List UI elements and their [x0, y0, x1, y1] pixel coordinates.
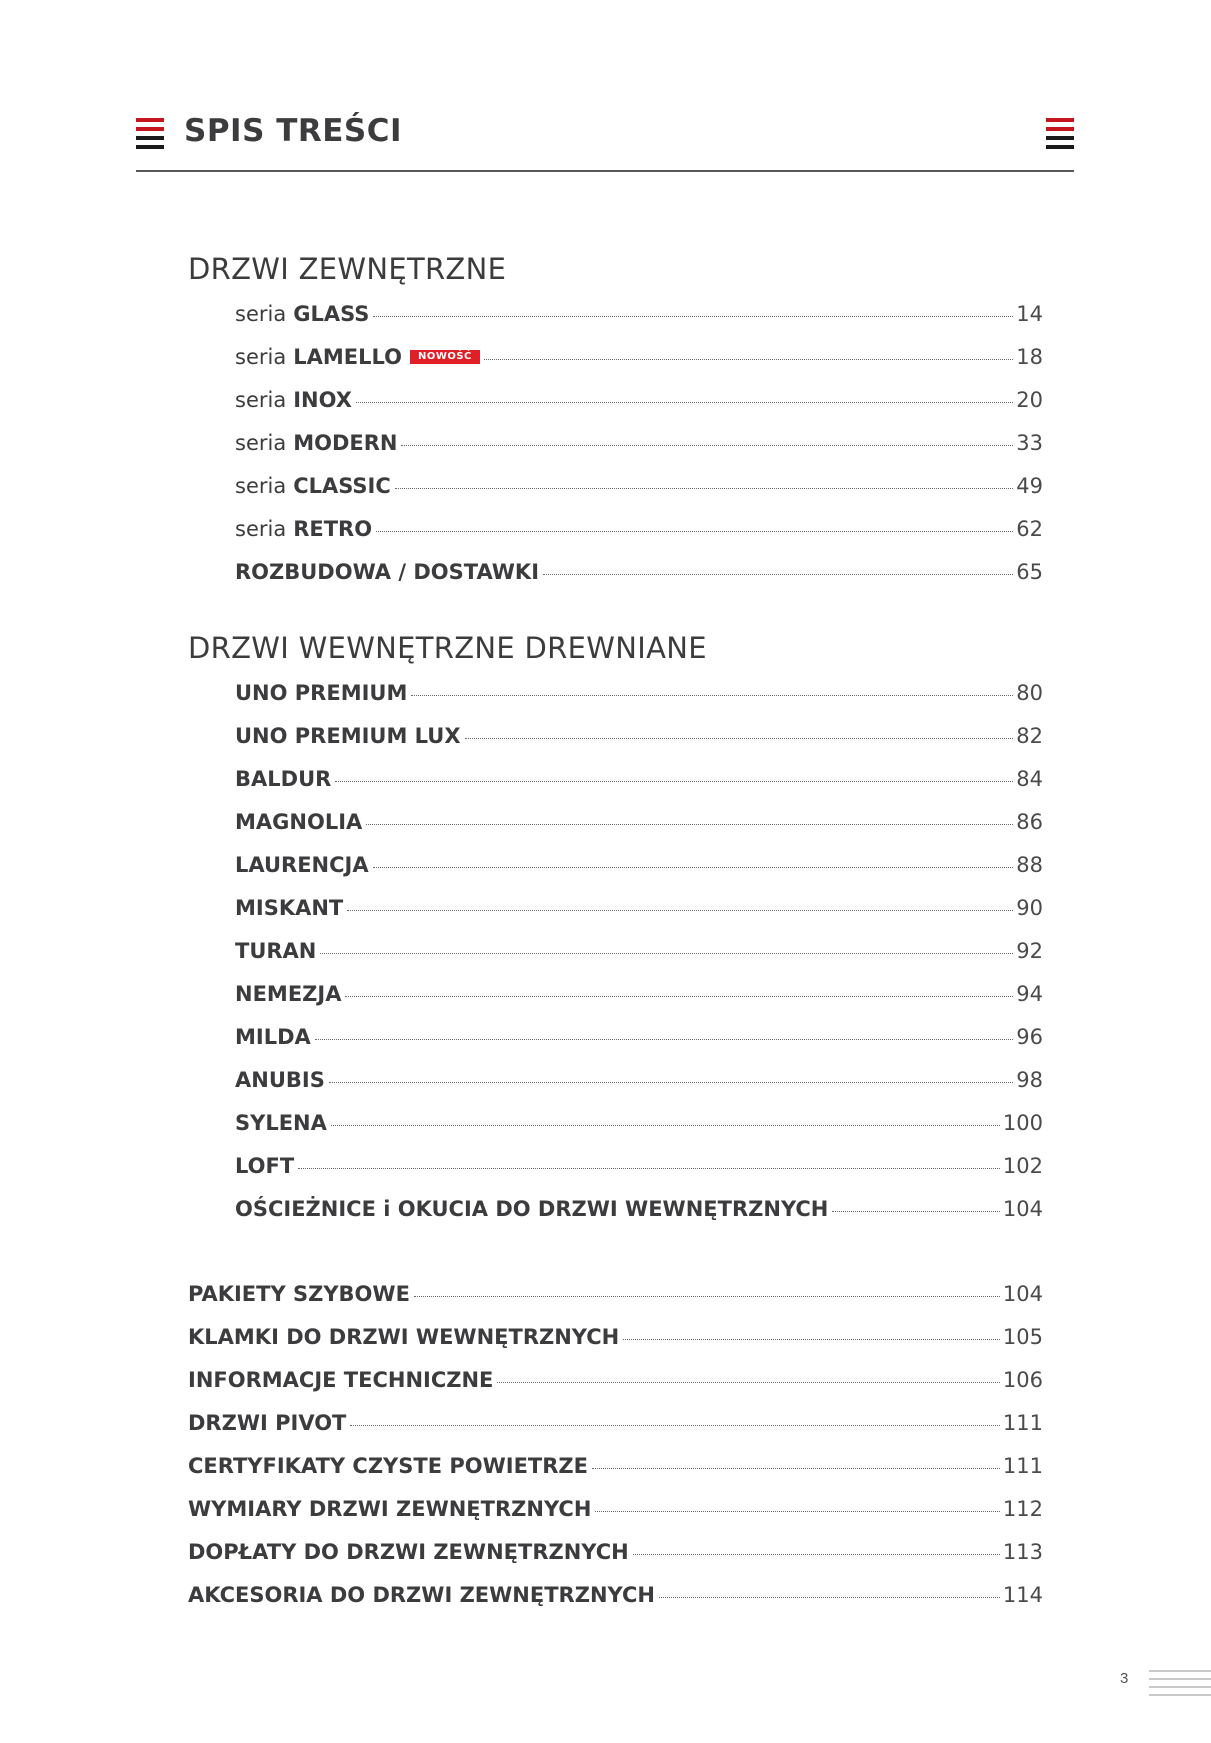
toc-entry-name: MISKANT: [235, 896, 344, 920]
toc-entry-page: 102: [1002, 1154, 1043, 1178]
toc-entry-prefix: seria: [235, 474, 287, 498]
dot-leader: [331, 1124, 1000, 1126]
toc-entry[interactable]: [188, 1368, 1043, 1398]
toc-entry[interactable]: [188, 1282, 1043, 1312]
toc-entry-name: INFORMACJE TECHNICZNE: [188, 1368, 494, 1392]
dot-leader: [376, 530, 1013, 532]
dot-leader: [484, 358, 1013, 360]
toc-entry[interactable]: [188, 1540, 1043, 1570]
dot-leader: [411, 694, 1013, 696]
toc-entry-page: 98: [1016, 1068, 1043, 1092]
dot-leader: [350, 1424, 1000, 1426]
dot-leader: [592, 1467, 1000, 1469]
toc-entry-name: INOX: [293, 388, 352, 412]
dot-leader: [401, 444, 1013, 446]
dot-leader: [414, 1295, 1000, 1297]
toc-entry-page: 90: [1016, 896, 1043, 920]
page-number: 3: [1120, 1670, 1129, 1687]
dot-leader: [356, 401, 1013, 403]
menu-lines-icon: [1046, 118, 1074, 150]
toc-entry-page: 96: [1016, 1025, 1043, 1049]
toc-entry-prefix: seria: [235, 302, 287, 326]
dot-leader: [595, 1510, 1000, 1512]
toc-entry-page: 20: [1016, 388, 1043, 412]
dot-leader: [298, 1167, 1000, 1169]
dot-leader: [320, 952, 1013, 954]
toc-entry-name: NEMEZJA: [235, 982, 342, 1006]
dot-leader: [329, 1081, 1013, 1083]
toc-entry-name: RETRO: [293, 517, 373, 541]
toc-entry-page: 114: [1002, 1583, 1043, 1607]
toc-entry-page: 80: [1016, 681, 1043, 705]
toc-entry[interactable]: [235, 1111, 1043, 1141]
toc-entry-name: MODERN: [293, 431, 398, 455]
dot-leader: [659, 1596, 1000, 1598]
toc-entry-prefix: seria: [235, 345, 287, 369]
toc-entry[interactable]: [235, 560, 1043, 590]
toc-entry[interactable]: [188, 1497, 1043, 1527]
toc-entry[interactable]: [188, 1583, 1043, 1613]
dot-leader: [347, 909, 1013, 911]
toc-entry[interactable]: [235, 767, 1043, 797]
toc-entry[interactable]: [235, 302, 1043, 332]
toc-entry[interactable]: [235, 517, 1043, 547]
dot-leader: [335, 780, 1013, 782]
toc-entry[interactable]: [188, 1325, 1043, 1355]
dot-leader: [345, 995, 1013, 997]
dot-leader: [395, 487, 1013, 489]
toc-entry-name: LAURENCJA: [235, 853, 369, 877]
toc-entry-page: 49: [1016, 474, 1043, 498]
toc-entry-page: 106: [1002, 1368, 1043, 1392]
toc-entry-name: MILDA: [235, 1025, 311, 1049]
toc-entry-name: OŚCIEŻNICE i OKUCIA DO DRZWI WEWNĘTRZNYCH: [235, 1197, 829, 1221]
toc-entry-name: DRZWI PIVOT: [188, 1411, 347, 1435]
toc-entry-page: 104: [1002, 1197, 1043, 1221]
section-title-exterior-doors: DRZWI ZEWNĘTRZNE: [188, 252, 507, 286]
toc-entry[interactable]: [235, 1154, 1043, 1184]
toc-entry-page: 92: [1016, 939, 1043, 963]
toc-entry-page: 62: [1016, 517, 1043, 541]
toc-entry-name: WYMIARY DRZWI ZEWNĘTRZNYCH: [188, 1497, 592, 1521]
toc-entry-page: 113: [1002, 1540, 1043, 1564]
toc-entry-page: 100: [1002, 1111, 1043, 1135]
toc-entry-page: 65: [1016, 560, 1043, 584]
dot-leader: [832, 1210, 1000, 1212]
toc-entry-page: 111: [1002, 1454, 1043, 1478]
toc-entry-name: TURAN: [235, 939, 317, 963]
toc-entry-name: UNO PREMIUM: [235, 681, 408, 705]
toc-entry-name: MAGNOLIA: [235, 810, 363, 834]
toc-entry-prefix: seria: [235, 431, 287, 455]
dot-leader: [373, 315, 1013, 317]
toc-entry[interactable]: [235, 1197, 1043, 1227]
toc-entry-name: CERTYFIKATY CZYSTE POWIETRZE: [188, 1454, 588, 1478]
toc-entry-name: PAKIETY SZYBOWE: [188, 1282, 410, 1306]
toc-entry[interactable]: [235, 474, 1043, 504]
toc-entry-page: 88: [1016, 853, 1043, 877]
dot-leader: [373, 866, 1014, 868]
toc-entry-prefix: seria: [235, 388, 287, 412]
toc-entry-name: CLASSIC: [293, 474, 391, 498]
toc-entry-name: GLASS: [293, 302, 370, 326]
dot-leader: [497, 1381, 1000, 1383]
toc-entry[interactable]: [235, 681, 1043, 711]
toc-entry-page: 82: [1016, 724, 1043, 748]
dot-leader: [366, 823, 1013, 825]
toc-entry[interactable]: [235, 388, 1043, 418]
toc-entry-name: SYLENA: [235, 1111, 327, 1135]
toc-entry-page: 94: [1016, 982, 1043, 1006]
toc-entry-page: 14: [1016, 302, 1043, 326]
toc-entry-page: 33: [1016, 431, 1043, 455]
dot-leader: [633, 1553, 1000, 1555]
toc-entry-name: ROZBUDOWA / DOSTAWKI: [235, 560, 540, 584]
menu-lines-icon: [136, 118, 164, 150]
toc-entry-prefix: seria: [235, 517, 287, 541]
toc-entry[interactable]: [235, 982, 1043, 1012]
toc-entry-name: UNO PREMIUM LUX: [235, 724, 461, 748]
toc-entry-name: LAMELLO: [293, 345, 402, 369]
toc-entry-page: 104: [1002, 1282, 1043, 1306]
footer-lines-decoration: [1149, 1670, 1211, 1698]
toc-entry-page: 105: [1002, 1325, 1043, 1349]
toc-entry[interactable]: [235, 724, 1043, 754]
section-title-interior-doors: DRZWI WEWNĘTRZNE DREWNIANE: [188, 631, 707, 665]
toc-entry[interactable]: [235, 1068, 1043, 1098]
toc-entry[interactable]: [235, 896, 1043, 926]
page-title: SPIS TREŚCI: [184, 113, 403, 149]
toc-entry-name: KLAMKI DO DRZWI WEWNĘTRZNYCH: [188, 1325, 620, 1349]
toc-entry[interactable]: [235, 810, 1043, 840]
toc-entry[interactable]: [235, 431, 1043, 461]
toc-entry-page: 18: [1016, 345, 1043, 369]
toc-entry-name: AKCESORIA DO DRZWI ZEWNĘTRZNYCH: [188, 1583, 655, 1607]
toc-entry-name: BALDUR: [235, 767, 332, 791]
dot-leader: [623, 1338, 1000, 1340]
toc-entry-page: 86: [1016, 810, 1043, 834]
toc-entry[interactable]: [188, 1454, 1043, 1484]
toc-entry[interactable]: [235, 853, 1043, 883]
toc-entry-page: 84: [1016, 767, 1043, 791]
toc-entry[interactable]: [235, 1025, 1043, 1055]
toc-entry[interactable]: [235, 345, 1043, 375]
toc-entry-name: LOFT: [235, 1154, 295, 1178]
toc-entry-name: DOPŁATY DO DRZWI ZEWNĘTRZNYCH: [188, 1540, 629, 1564]
toc-entry-name: ANUBIS: [235, 1068, 325, 1092]
dot-leader: [465, 737, 1014, 739]
page-header: [136, 96, 1074, 172]
dot-leader: [315, 1038, 1013, 1040]
header-divider: [136, 170, 1074, 172]
toc-entry[interactable]: [188, 1411, 1043, 1441]
toc-entry-page: 111: [1002, 1411, 1043, 1435]
new-badge: NOWOŚĆ: [410, 350, 480, 364]
dot-leader: [543, 573, 1013, 575]
toc-entry-page: 112: [1002, 1497, 1043, 1521]
toc-entry[interactable]: [235, 939, 1043, 969]
